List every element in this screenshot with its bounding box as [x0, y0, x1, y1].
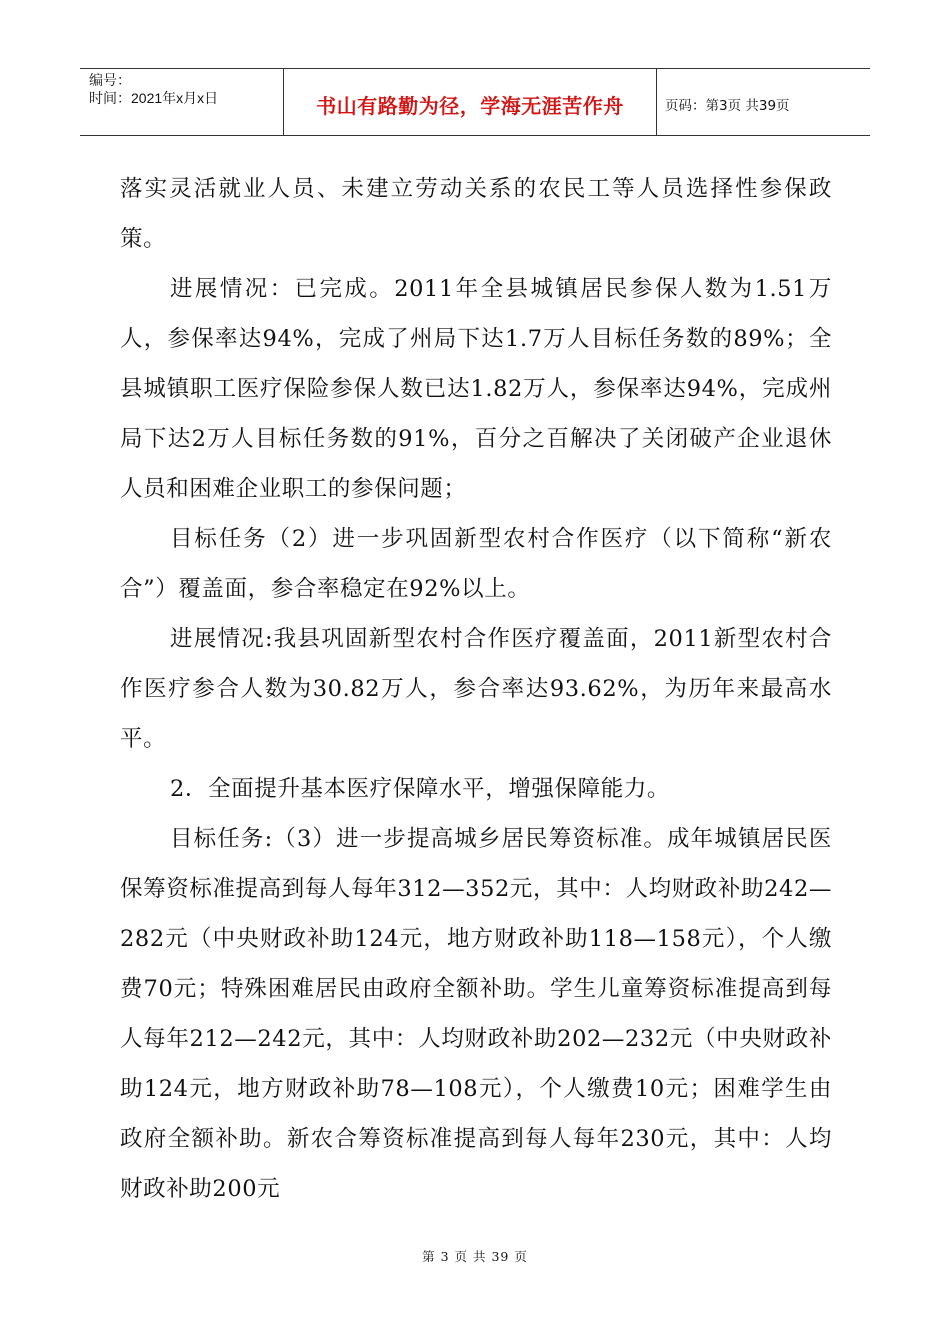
header-motto: 书山有路勤为径，学海无涯苦作舟: [284, 69, 657, 135]
body-paragraph: 目标任务（2）进一步巩固新型农村合作医疗（以下简称“新农合”）覆盖面，参合率稳定在92%以上。: [120, 526, 832, 602]
body-paragraph: 进展情况:我县巩固新型农村合作医疗覆盖面，2011新型农村合作医疗参合人数为30.82万人，参合率达93.62%，为历年来最高水平。: [120, 626, 832, 752]
document-body: [120, 164, 832, 1214]
header-meta: [80, 69, 284, 135]
body-paragraph: 落实灵活就业人员、未建立劳动关系的农民工等人员选择性参保政策。: [120, 176, 832, 252]
body-paragraph: 进展情况：已完成。2011年全县城镇居民参保人数为1.51万人，参保率达94%，完成了州局下达1.7万人目标任务数的89%；全县城镇职工医疗保险参保人数已达1.82万人，参保率达94%，完成州局下达2万人目标任务数的91%，百分之百解决了关闭破产企业退休人员和困难企业职工的参保问题；: [120, 276, 832, 502]
body-paragraph: 2．全面提升基本医疗保障水平，增强保障能力。: [170, 776, 671, 802]
page-header: [80, 68, 870, 136]
doc-code-label: 编号：: [89, 72, 131, 88]
page-footer: 第 3 页 共 39 页: [422, 1249, 528, 1264]
body-paragraph: 目标任务:（3）进一步提高城乡居民筹资标准。成年城镇居民医保筹资标准提高到每人每年312—352元，其中：人均财政补助242—282元（中央财政补助124元，地方财政补助118—158元），个人缴费70元；特殊困难居民由政府全额补助。学生儿童筹资标准提高到每人每年212—242元，其中：人均财政补助202—232元（中央财政补助124元，地方财政补助78—108元），个人缴费10元；困难学生由政府全额补助。新农合筹资标准提高到每人每年230元，其中：人均财政补助200元: [120, 826, 832, 1202]
doc-time-label: 时间：2021年x月x日: [89, 90, 219, 106]
header-page-info: 页码：第3页 共39页: [665, 98, 790, 114]
